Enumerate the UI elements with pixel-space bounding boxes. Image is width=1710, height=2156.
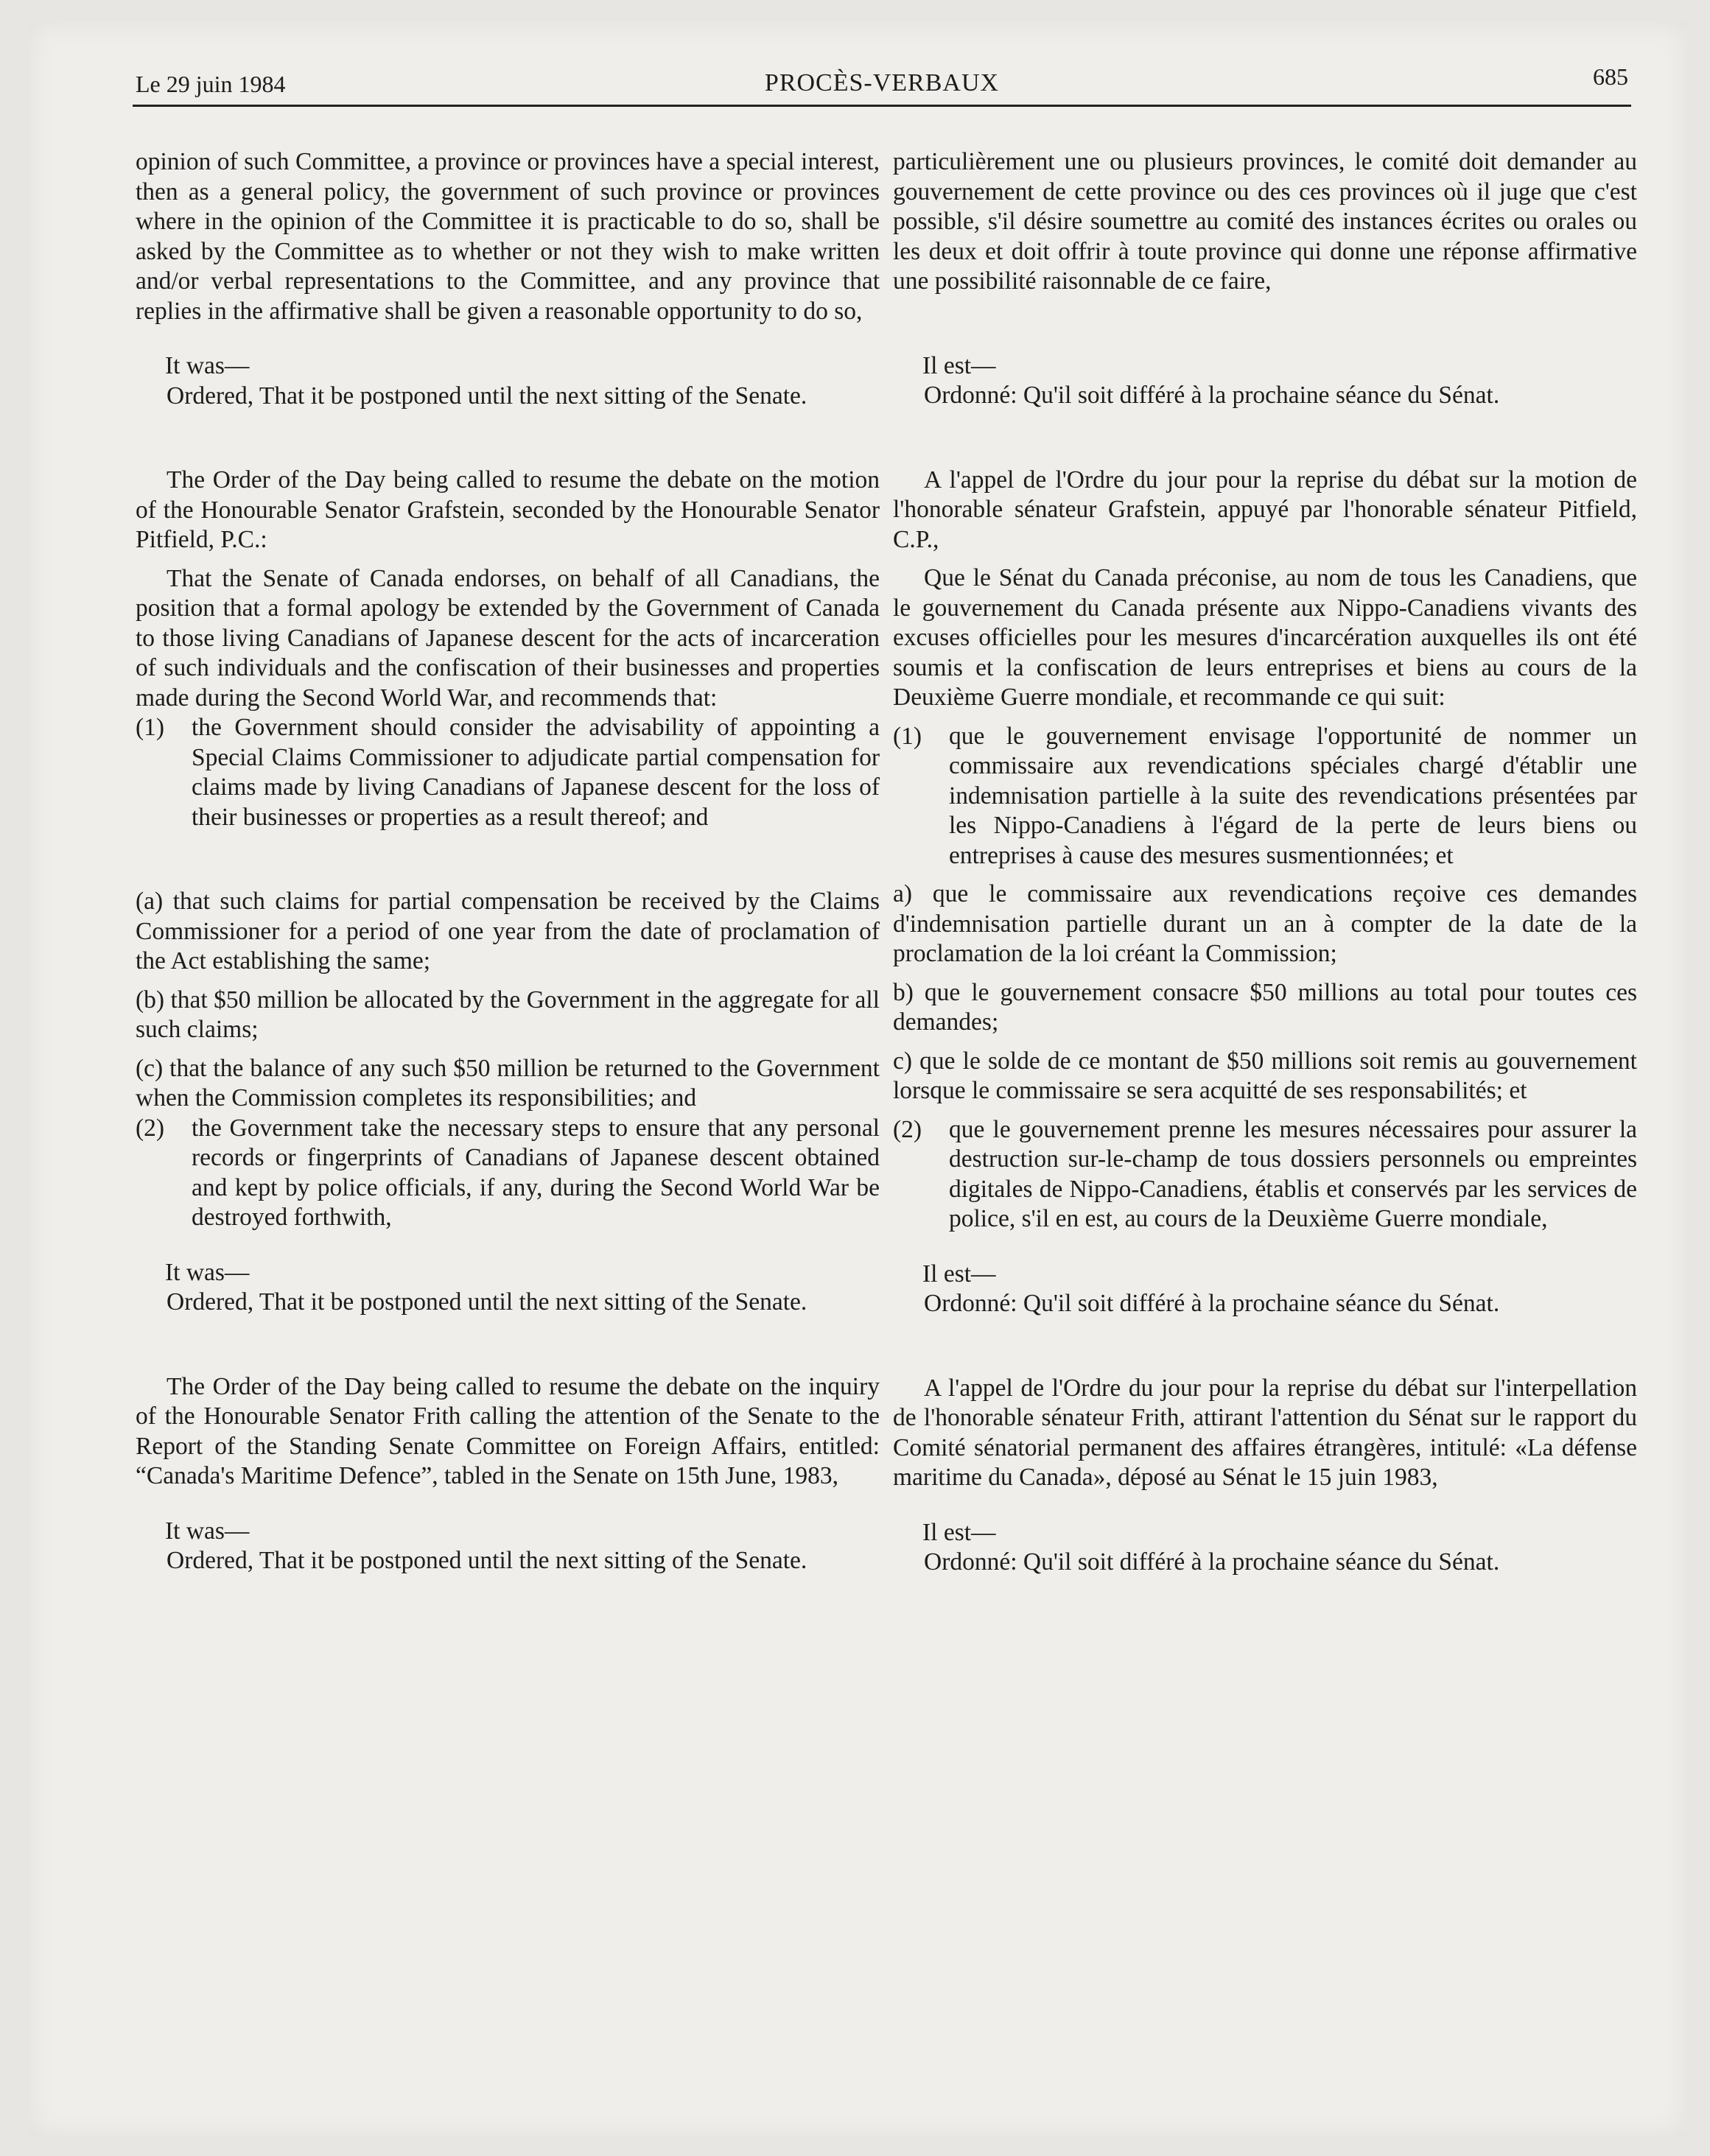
- english-column: [136, 147, 880, 1576]
- it-was: It was—: [165, 352, 250, 379]
- item-number: (2): [893, 1115, 922, 1143]
- sub-item-a: a) que le commissaire aux revendications reçoive ces demandes d'indemnisation partielle durant un an à compter de la date de la proclamation de la loi créant la Commission;: [893, 880, 1637, 967]
- sub-item-c: (c) that the balance of any such $50 million be returned to the Government when the Commission completes its responsibilities; and: [136, 1054, 880, 1112]
- item-text: the Government take the necessary steps to ensure that any personal records or fingerprints of Canadians of Japanese descent obtained and kept by police officials, if any, during the Second World War be destroyed forthwith,: [192, 1114, 880, 1231]
- list-item: [136, 1114, 880, 1233]
- sub-item-b: b) que le gouvernement consacre $50 millions au total pour toutes ces demandes;: [893, 978, 1637, 1036]
- order-of-the-day: The Order of the Day being called to resume the debate on the motion of the Honourable Senator Grafstein, seconded by the Honourable Senator Pitfield, P.C.:: [136, 466, 880, 553]
- list-item: [136, 713, 880, 832]
- running-header: [133, 63, 1631, 107]
- motion-text: Que le Sénat du Canada préconise, au nom de tous les Canadiens, que le gouvernement du Canada présente aux Nippo-Canadiens vivants des excuses officielles pour les mesures d'incarcération auxquelles ils ont été soumis et la confiscation de leurs entreprises et biens au cours de la Deuxième Guerre mondiale, et recommande ce qui suit:: [893, 564, 1637, 711]
- ordered: Ordered, That it be postponed until the next sitting of the Senate.: [167, 382, 807, 410]
- ordonne: Ordonné: Qu'il soit différé à la prochaine séance du Sénat.: [924, 1548, 1500, 1576]
- sub-item-c: c) que le solde de ce montant de $50 millions soit remis au gouvernement lorsque le commissaire se sera acquitté de ses responsabilités; et: [893, 1047, 1637, 1104]
- item-number: (2): [136, 1114, 165, 1142]
- order-of-the-day: The Order of the Day being called to resume the debate on the inquiry of the Honourable Senator Frith calling the attention of the Senate to the Report of the Standing Senate Committee on Foreign Affairs, entitled: “Canada's Maritime Defence”, tabled in the Senate on 15th June, 1983,: [136, 1372, 880, 1489]
- header-title: PROCÈS-VERBAUX: [764, 69, 1000, 96]
- item-number: (1): [136, 714, 165, 741]
- item-number: (1): [893, 722, 922, 750]
- it-was: It was—: [165, 1517, 250, 1545]
- item-text: que le gouvernement envisage l'opportunité de nommer un commissaire aux revendications spéciales chargé d'établir une indemnisation partielle à la suite des revendications présentées par les Nippo-Canadiens à l'égard de la perte de leurs biens ou entreprises à cause des mesures susmentionnées; et: [949, 722, 1637, 869]
- order-of-the-day: A l'appel de l'Ordre du jour pour la reprise du débat sur l'interpellation de l'honorable sénateur Frith, attirant l'attention du Sénat sur le rapport du Comité sénatorial permanent des affaires étrangères, intitulé: «La défense maritime du Canada», déposé au Sénat le 15 juin 1983,: [893, 1374, 1637, 1491]
- il-est: Il est—: [922, 1260, 996, 1288]
- list-item: [893, 1115, 1637, 1235]
- header-date: Le 29 juin 1984: [136, 71, 286, 97]
- page-number: 685: [1593, 63, 1628, 90]
- list-item: [893, 722, 1637, 871]
- order-of-the-day: A l'appel de l'Ordre du jour pour la reprise du débat sur la motion de l'honorable sénateur Grafstein, appuyé par l'honorable sénateur Pitfield, C.P.,: [893, 466, 1637, 553]
- continued-paragraph: opinion of such Committee, a province or provinces have a special interest, then as a general policy, the government of such province or provinces where in the opinion of the Committee it is practicable to do so, shall be asked by the Committee as to whether or not they wish to make written and/or verbal representations to the Committee, and any province that replies in the affirmative shall be given a reasonable opportunity to do so,: [136, 148, 880, 325]
- il-est: Il est—: [922, 1518, 996, 1546]
- il-est: Il est—: [922, 351, 996, 379]
- sub-item-a: (a) that such claims for partial compensation be received by the Claims Commissioner for a period of one year from the date of proclamation of the Act establishing the same;: [136, 888, 880, 975]
- sub-item-b: (b) that $50 million be allocated by the Government in the aggregate for all such claims;: [136, 986, 880, 1043]
- ordered: Ordered, That it be postponed until the next sitting of the Senate.: [167, 1288, 807, 1316]
- ordered: Ordered, That it be postponed until the next sitting of the Senate.: [167, 1547, 807, 1574]
- item-text: the Government should consider the advisability of appointing a Special Claims Commissioner to adjudicate partial compensation for claims made by living Canadians of Japanese descent for the loss of their businesses or properties as a result thereof; and: [192, 714, 880, 831]
- ordonne: Ordonné: Qu'il soit différé à la prochaine séance du Sénat.: [924, 1290, 1500, 1317]
- ordonne: Ordonné: Qu'il soit différé à la prochaine séance du Sénat.: [924, 382, 1500, 409]
- continued-paragraph: particulièrement une ou plusieurs provinces, le comité doit demander au gouvernement de cette province ou des ces provinces où il juge que c'est possible, s'il désire soumettre au comité des instances écrites ou orales ou les deux et doit offrir à toute province qui donne une réponse affirmative une possibilité raisonnable de ce faire,: [893, 148, 1637, 295]
- motion-text: That the Senate of Canada endorses, on behalf of all Canadians, the position that a formal apology be extended by the Government of Canada to those living Canadians of Japanese descent for the acts of incarceration of such individuals and the confiscation of their businesses and properties made during the Second World War, and recommends that:: [136, 564, 880, 712]
- french-column: [893, 147, 1637, 1578]
- item-text: que le gouvernement prenne les mesures nécessaires pour assurer la destruction sur-le-champ de tous dossiers personnels ou empreintes digitales de Nippo-Canadiens, établis et conservés par les services de police, s'il en est, au cours de la Deuxième Guerre mondiale,: [949, 1115, 1637, 1232]
- it-was: It was—: [165, 1258, 250, 1286]
